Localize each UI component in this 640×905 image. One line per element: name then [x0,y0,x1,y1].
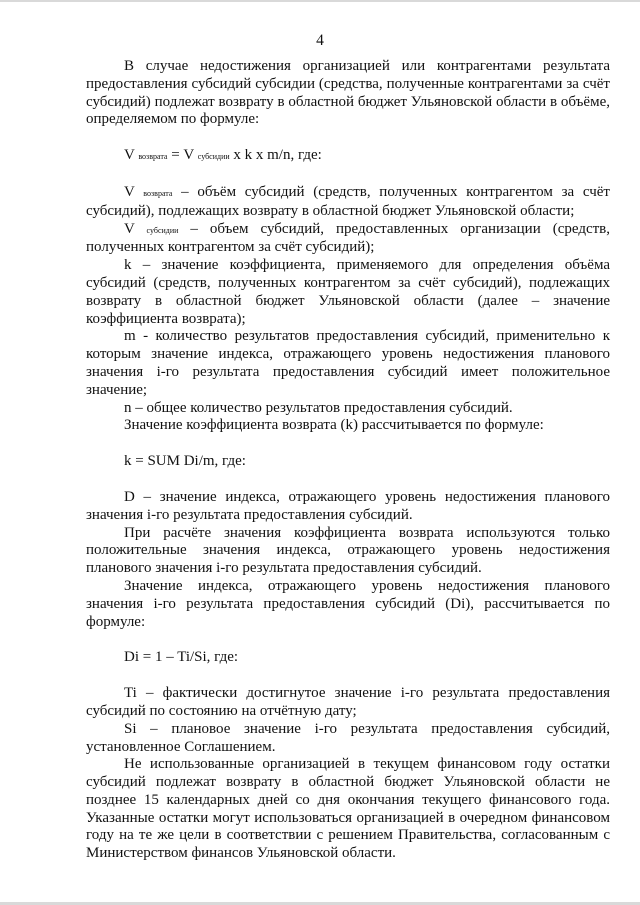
definition-symbol: V [124,220,147,237]
spacer [86,166,610,184]
spacer [86,435,610,453]
definition-text: – объём субсидий (средств, полученных контрагентом за счёт субсидий), подлежащих возврату в областной бюджет Ульяновской области; [86,183,610,219]
definition-v-subsidy [86,221,610,258]
index-formula-intro: Значение индекса, отражающего уровень недостижения планового значения i-го результата предоставления субсидий (Di), рассчитывается по формуле: [86,577,610,630]
formula-text: V [124,147,139,164]
definition-s: Si – плановое значение i-го результата предоставления субсидий, установленное Соглашением. [86,720,610,755]
scan-edge-top [0,0,640,2]
spacer [86,631,610,649]
spacer [86,129,610,147]
definition-v-return [86,184,610,221]
page-number: 4 [316,32,324,49]
formula-subscript: возврата [138,152,168,162]
definition-text: – объем субсидий, предоставленных организации (средств, полученных контрагентом за счёт субсидий); [86,220,610,256]
formula-d: Di = 1 – Ti/Si, где: [124,649,239,666]
spacer [86,667,610,685]
definition-subscript: возврата [143,188,173,198]
formula-text: = V [167,147,198,164]
definition-d: D – значение индекса, отражающего уровень недостижения планового значения i-го результата предоставления субсидий. [86,488,610,523]
definition-symbol: V [124,183,144,200]
definition-m: m - количество результатов предоставления субсидий, применительно к которым значение индекса, отражающего уровень недостижения планового значения i-го результата предоставления субсидий имеет положительное значение; [86,328,610,398]
document-body [86,58,610,863]
remainder-paragraph: Не использованные организацией в текущем финансовом году остатки субсидий подлежат возврату в областной бюджет Ульяновской области не позднее 15 календарных дней со дня окончания текущего финансового года. Указанные остатки могут использоваться организацией в очередном финансовом году на те же цели в соответствии с решением Правительства, согласованным с Министерством финансов Ульяновской области. [86,756,610,862]
positive-values-note: При расчёте значения коэффициента возврата используются только положительные значения индекса, отражающего уровень недостижения планового значения i-го результата предоставления субсидий. [86,524,610,577]
k-formula-intro: Значение коэффициента возврата (k) рассчитывается по формуле: [124,417,544,434]
spacer [86,471,610,489]
formula-text: x k x m/n, где: [229,147,322,164]
formula-subscript: субсидии [197,152,230,162]
definition-subscript: субсидии [146,225,179,235]
definition-t: Ti – фактически достигнутое значение i-го результата предоставления субсидий по состоянию на отчётную дату; [86,685,610,719]
definition-n: n – общее количество результатов предоставления субсидий. [124,399,513,416]
definition-k: k – значение коэффициента, применяемого для определения объёма субсидий (средств, полученных контрагентом за счёт субсидий), подлежащих возврату в областной бюджет Ульяновской области (далее – значение коэффициента возврата); [86,257,610,327]
formula-return-volume [86,147,610,166]
intro-paragraph: В случае недостижения организацией или контрагентами результата предоставления субсидий субсидии (средства, полученные контрагентами за счёт субсидий) подлежат возврату в областной бюджет Ульяновской области в объёме, определяемом по формуле: [86,58,610,128]
formula-k: k = SUM Di/m, где: [124,453,246,470]
